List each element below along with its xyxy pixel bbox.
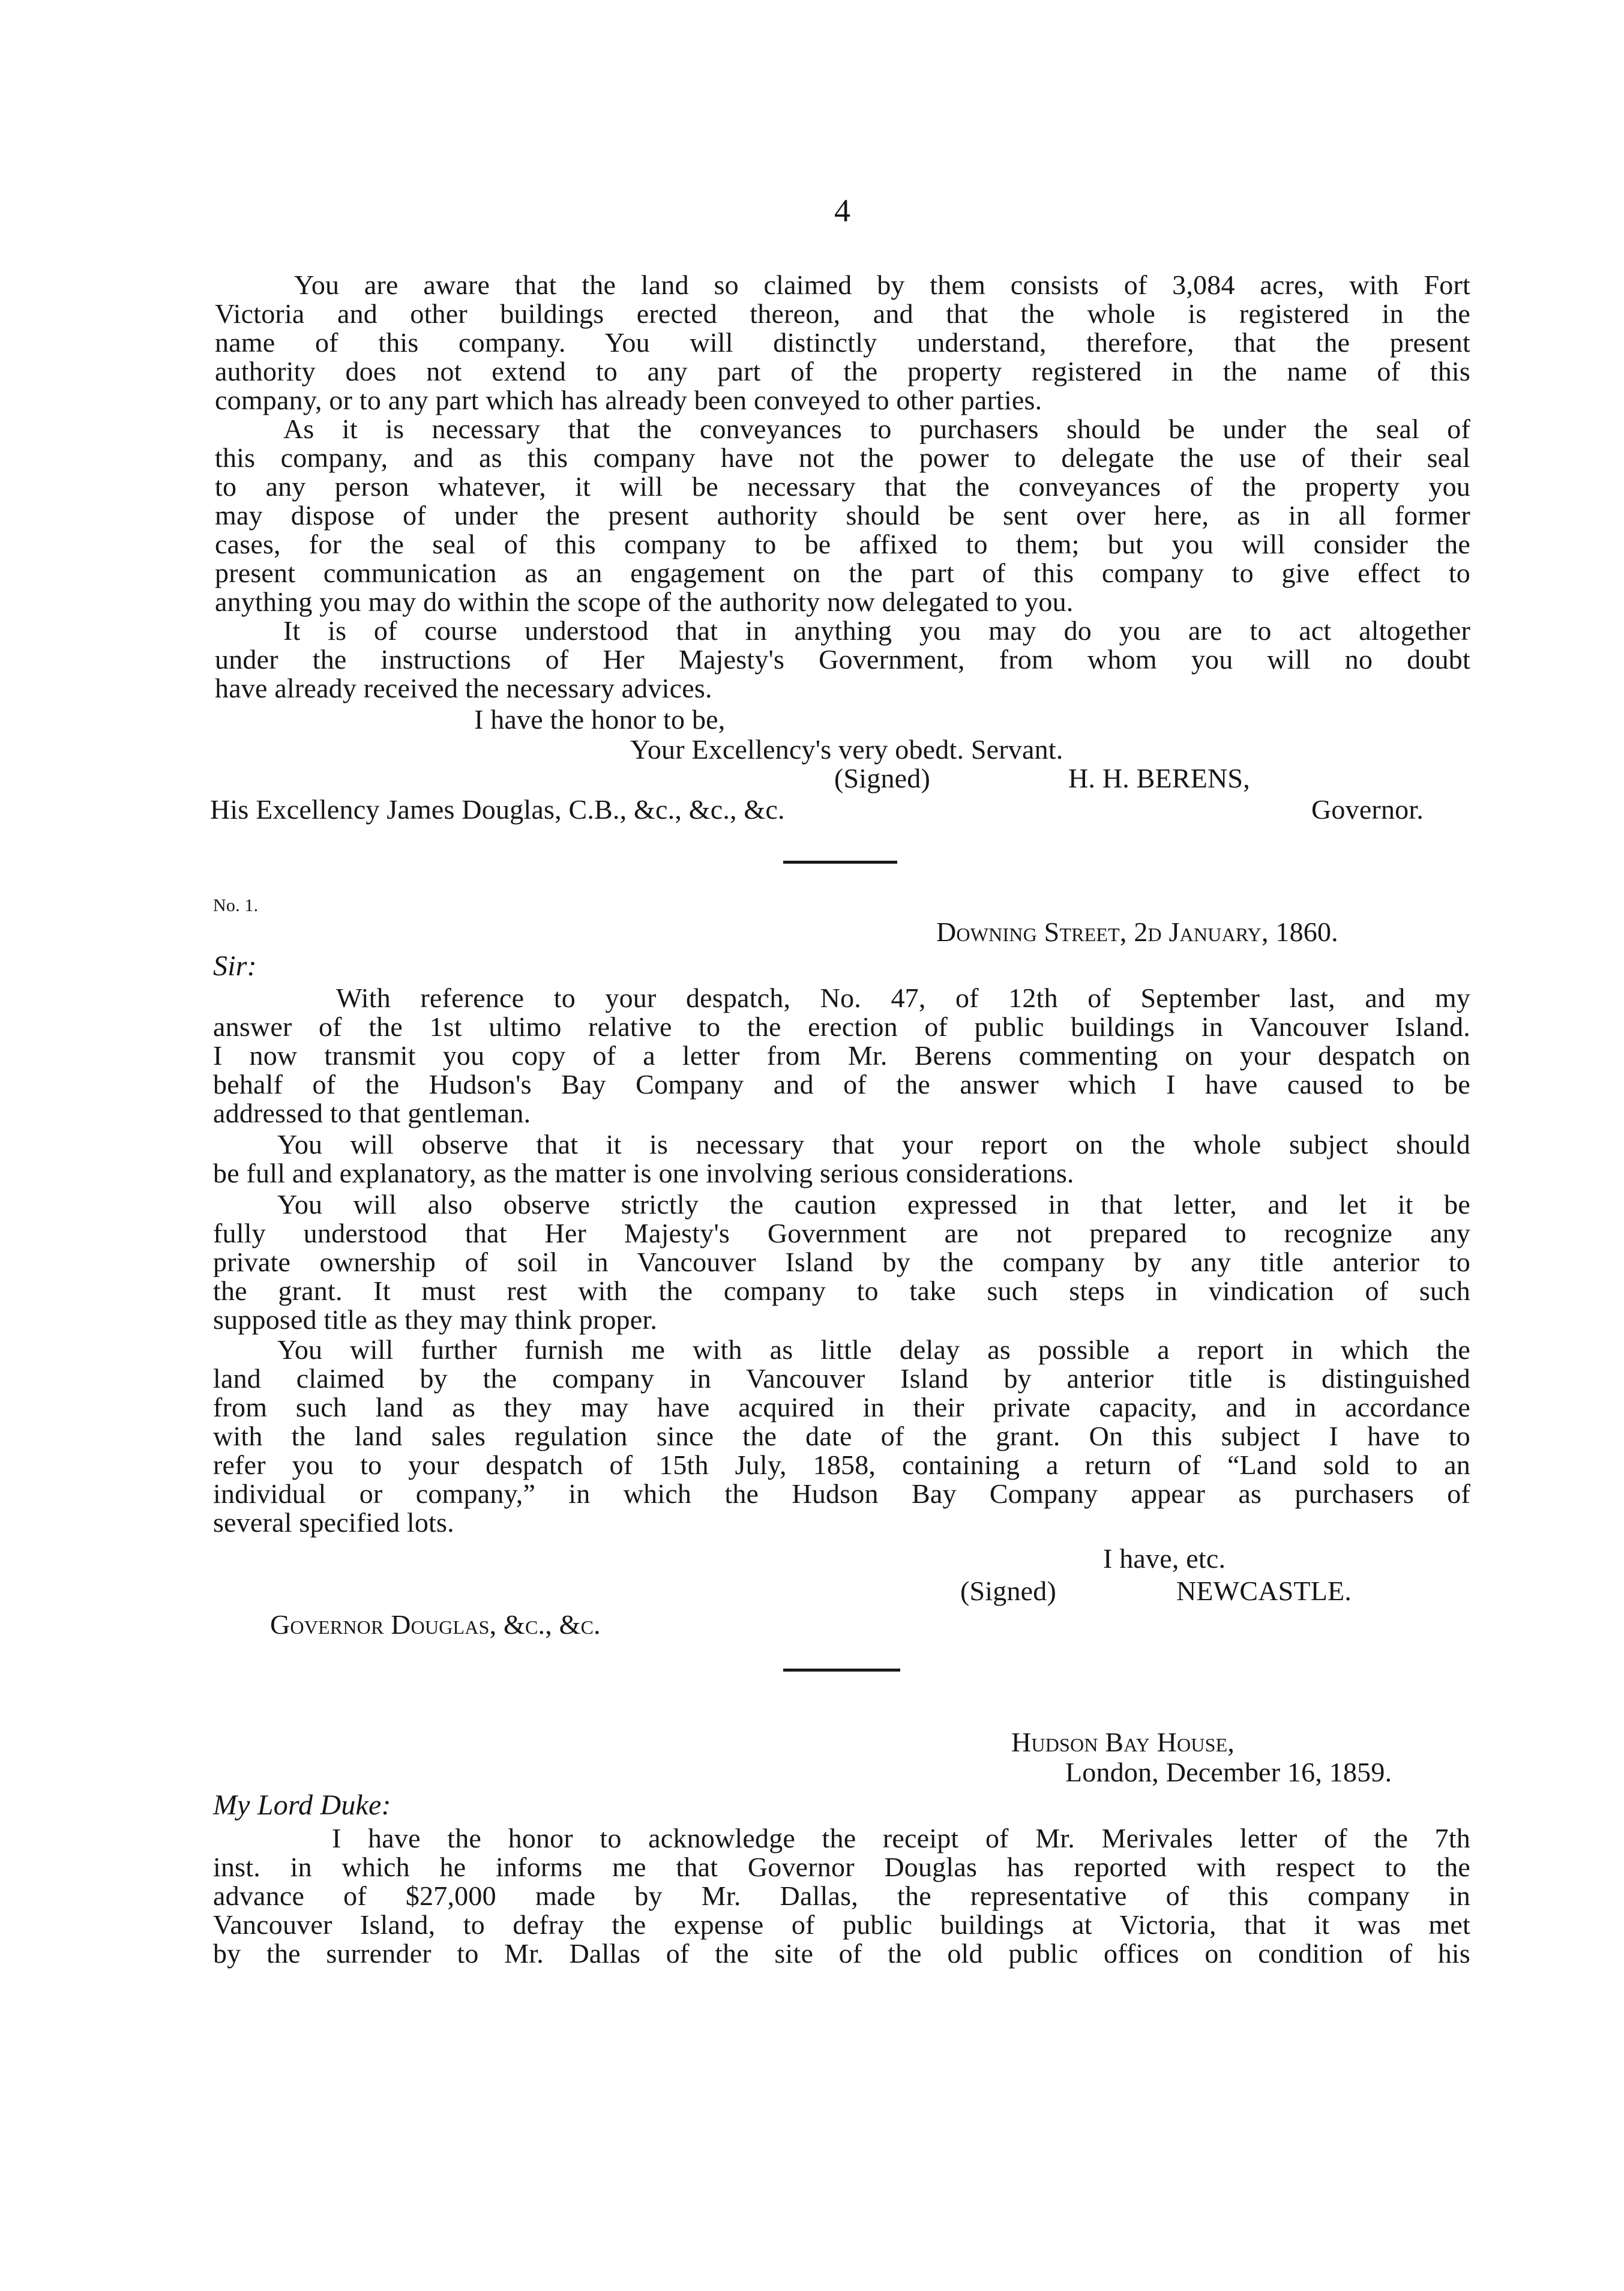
signed-label: (Signed) <box>960 1576 1057 1606</box>
text-line: anything you may do within the scope of the authority now delegated to you. <box>215 586 1074 617</box>
text-line: company, or to any part which has already been conveyed to other parties. <box>215 385 1042 415</box>
place-date: Downing Street, 2d January, 1860. <box>936 917 1338 947</box>
text-line: this company, and as this company have not the power to delegate the use of their seal <box>215 442 1470 473</box>
date-line: London, December 16, 1859. <box>1065 1757 1392 1787</box>
text-line: As it is necessary that the conveyances to purchasers should be under the seal of <box>283 414 1470 444</box>
text-line: answer of the 1st ultimo relative to the erection of public buildings in Vancouver Island. <box>213 1011 1470 1042</box>
text-line: I have the honor to acknowledge the receipt of Mr. Merivales letter of the 7th <box>332 1823 1470 1853</box>
signed-label: (Signed) <box>834 763 931 793</box>
text-line: I now transmit you copy of a letter from Mr. Berens commenting on your despatch on <box>213 1040 1470 1071</box>
text-line: cases, for the seal of this company to be affixed to them; but you will consider the <box>215 529 1470 559</box>
text-line: the grant. It must rest with the company to take such steps in vindication of such <box>213 1275 1470 1306</box>
text-line: several specified lots. <box>213 1507 454 1538</box>
section-divider <box>783 861 897 864</box>
page-number: 4 <box>834 193 850 229</box>
text-line: behalf of the Hudson's Bay Company and of the answer which I have caused to be <box>213 1069 1470 1100</box>
salutation: My Lord Duke: <box>213 1789 391 1821</box>
addressee: His Excellency James Douglas, C.B., &c., &c., &c. <box>210 794 785 825</box>
text-line: You will also observe strictly the caution expressed in that letter, and let it be <box>277 1189 1470 1220</box>
text-line: present communication as an engagement on the part of this company to give effect to <box>215 558 1470 588</box>
text-line: It is of course understood that in anything you may do you are to act altogether <box>283 615 1470 646</box>
text-line: refer you to your despatch of 15th July, 1858, containing a return of “Land sold to an <box>213 1450 1470 1480</box>
text-line: supposed title as they may think proper. <box>213 1304 658 1335</box>
signer-title: Governor. <box>1311 794 1424 825</box>
closing-line: I have, etc. <box>1103 1543 1226 1574</box>
signer-name: NEWCASTLE. <box>1176 1576 1352 1606</box>
text-line: addressed to that gentleman. <box>213 1098 531 1128</box>
text-line: may dispose of under the present authority should be sent over here, as in all former <box>215 500 1470 531</box>
addressee: Governor Douglas, &c., &c. <box>270 1609 601 1640</box>
text-line: individual or company,” in which the Hudson Bay Company appear as purchasers of <box>213 1478 1470 1509</box>
text-line: by the surrender to Mr. Dallas of the site of the old public offices on condition of his <box>213 1938 1470 1969</box>
text-line: advance of $27,000 made by Mr. Dallas, the representative of this company in <box>213 1880 1470 1911</box>
text-line: under the instructions of Her Majesty's Government, from whom you will no doubt <box>215 644 1470 675</box>
closing-line: Your Excellency's very obedt. Servant. <box>630 734 1063 765</box>
text-line: Victoria and other buildings erected thereon, and that the whole is registered in the <box>215 298 1470 329</box>
closing-line: I have the honor to be, <box>474 704 726 735</box>
text-line: be full and explanatory, as the matter is one involving serious considerations. <box>213 1158 1074 1188</box>
text-line: to any person whatever, it will be necessary that the conveyances of the property you <box>215 471 1470 502</box>
text-line: inst. in which he informs me that Governor Douglas has reported with respect to the <box>213 1852 1470 1882</box>
text-line: authority does not extend to any part of the property registered in the name of this <box>215 356 1470 387</box>
text-line: Vancouver Island, to defray the expense of public buildings at Victoria, that it was met <box>213 1909 1470 1940</box>
text-line: from such land as they may have acquired in their private capacity, and in accordance <box>213 1392 1470 1422</box>
text-line: You are aware that the land so claimed by them consists of 3,084 acres, with Fort <box>294 269 1470 300</box>
text-line: With reference to your despatch, No. 47, of 12th of September last, and my <box>336 983 1470 1013</box>
despatch-number: No. 1. <box>213 896 259 915</box>
place-line: Hudson Bay House, <box>1011 1727 1235 1757</box>
text-line: land claimed by the company in Vancouver Island by anterior title is distinguished <box>213 1363 1470 1394</box>
salutation: Sir: <box>213 950 257 982</box>
text-line: private ownership of soil in Vancouver Island by the company by any title anterior to <box>213 1247 1470 1277</box>
text-line: name of this company. You will distinctly understand, therefore, that the present <box>215 327 1470 358</box>
text-line: have already received the necessary advices. <box>215 673 712 703</box>
text-line: with the land sales regulation since the date of the grant. On this subject I have to <box>213 1421 1470 1451</box>
text-line: fully understood that Her Majesty's Government are not prepared to recognize any <box>213 1218 1470 1248</box>
signer-name: H. H. BERENS, <box>1068 763 1250 793</box>
text-line: You will further furnish me with as little delay as possible a report in which the <box>277 1334 1470 1365</box>
text-line: You will observe that it is necessary that your report on the whole subject should <box>277 1129 1470 1160</box>
section-divider <box>783 1669 900 1672</box>
